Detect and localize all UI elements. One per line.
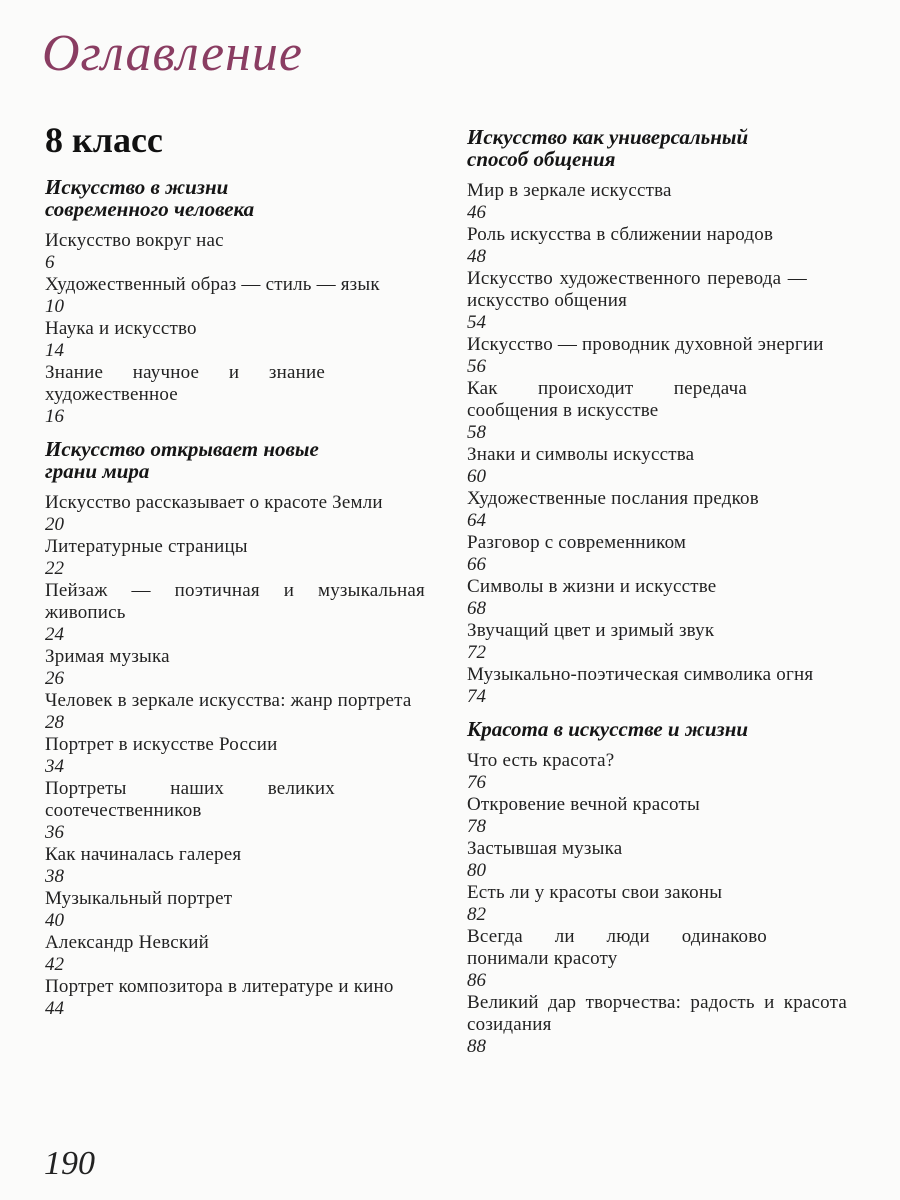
toc-entry-page: 38 xyxy=(45,866,64,887)
toc-entry[interactable] xyxy=(45,778,425,844)
toc-entry-title: Искусство рассказывает о красоте Земли xyxy=(45,492,383,513)
toc-entry-page: 68 xyxy=(467,598,486,619)
toc-entry-page: 36 xyxy=(45,822,64,843)
toc-entry-page: 56 xyxy=(467,356,486,377)
toc-entry-title: Как начиналась галерея xyxy=(45,844,242,865)
toc-entry-title: Откровение вечной красоты xyxy=(467,794,700,815)
toc-entry-title: Зримая музыка xyxy=(45,646,170,667)
toc-entry[interactable] xyxy=(45,888,425,932)
toc-entry[interactable] xyxy=(45,734,425,778)
toc-entry-page: 6 xyxy=(45,252,55,273)
toc-entry[interactable] xyxy=(45,362,425,428)
toc-entry-page: 20 xyxy=(45,514,64,535)
toc-entry-title: Портрет в искусстве России xyxy=(45,734,278,755)
toc-entry[interactable] xyxy=(467,750,847,794)
toc-entry-title: Звучащий цвет и зримый звук xyxy=(467,620,715,641)
page-number: 190 xyxy=(44,1145,95,1182)
toc-entry[interactable] xyxy=(467,334,847,378)
toc-entry-page: 40 xyxy=(45,910,64,931)
toc-entry-title: Художественный образ — стиль — язык xyxy=(45,274,380,295)
toc-entry[interactable] xyxy=(45,844,425,888)
toc-entry-title: Знание научное и знание художественное xyxy=(45,362,325,405)
toc-entry-title: Портрет композитора в литературе и кино xyxy=(45,976,394,997)
toc-entry-page: 82 xyxy=(467,904,486,925)
toc-entry-page: 74 xyxy=(467,686,486,707)
toc-entry[interactable] xyxy=(467,664,847,708)
toc-entry-title: Застывшая музыка xyxy=(467,838,623,859)
toc-entry[interactable] xyxy=(467,576,847,620)
toc-entry-page: 80 xyxy=(467,860,486,881)
toc-entry-title: Всегда ли люди одинаково понимали красоту xyxy=(467,926,767,969)
toc-entry-title: Искусство — проводник духовной энергии xyxy=(467,334,824,355)
toc-entry-title: Символы в жизни и искусстве xyxy=(467,576,717,597)
toc-entry[interactable] xyxy=(467,268,847,334)
toc-entry[interactable] xyxy=(467,444,847,488)
toc-entry[interactable] xyxy=(467,620,847,664)
toc-entry[interactable] xyxy=(467,992,847,1058)
toc-entry-page: 22 xyxy=(45,558,64,579)
toc-entry-title: Искусство вокруг нас xyxy=(45,230,224,251)
toc-entry-title: Знаки и символы искусства xyxy=(467,444,695,465)
toc-entry-page: 48 xyxy=(467,246,486,267)
toc-entry-page: 54 xyxy=(467,312,486,333)
toc-entry[interactable] xyxy=(467,838,847,882)
section-heading: Искусство открывает новые грани мира xyxy=(45,437,319,483)
toc-entry-title: Великий дар творчества: радость и красота созидания xyxy=(467,992,847,1035)
toc-entry-title: Художественные послания предков xyxy=(467,488,759,509)
toc-entry-page: 64 xyxy=(467,510,486,531)
toc-entry-title: Наука и искусство xyxy=(45,318,197,339)
toc-entry[interactable] xyxy=(467,926,847,992)
toc-entry[interactable] xyxy=(467,532,847,576)
toc-entry-page: 10 xyxy=(45,296,64,317)
toc-entry-page: 46 xyxy=(467,202,486,223)
toc-entry[interactable] xyxy=(45,580,425,646)
toc-entry[interactable] xyxy=(45,318,425,362)
toc-entry[interactable] xyxy=(45,230,425,274)
toc-entry-title: Музыкальный портрет xyxy=(45,888,233,909)
grade-heading: 8 класс xyxy=(45,120,163,160)
toc-entry-page: 42 xyxy=(45,954,64,975)
toc-entry-title: Литературные страницы xyxy=(45,536,248,557)
section-heading: Искусство как универсальный способ общения xyxy=(467,125,749,171)
toc-entry-title: Искусство художественного перевода — искусство общения xyxy=(467,268,807,311)
toc-entry[interactable] xyxy=(467,180,847,224)
toc-entry[interactable] xyxy=(45,932,425,976)
toc-entry-page: 88 xyxy=(467,1036,486,1057)
toc-entry-title: Есть ли у красоты свои законы xyxy=(467,882,723,903)
toc-entry-title: Разговор с современником xyxy=(467,532,687,553)
toc-entry[interactable] xyxy=(45,492,425,536)
toc-entry-page: 58 xyxy=(467,422,486,443)
toc-entry-page: 78 xyxy=(467,816,486,837)
toc-entry[interactable] xyxy=(467,488,847,532)
toc-entry-title: Роль искусства в сближении народов xyxy=(467,224,774,245)
toc-entry-title: Как происходит передача сообщения в искусстве xyxy=(467,378,747,421)
toc-entry[interactable] xyxy=(467,378,847,444)
toc-entry[interactable] xyxy=(45,536,425,580)
toc-entry-title: Человек в зеркале искусства: жанр портрета xyxy=(45,690,412,711)
toc-entry-title: Мир в зеркале искусства xyxy=(467,180,672,201)
toc-entry-title: Пейзаж — поэтичная и музыкальная живопись xyxy=(45,580,425,623)
toc-left-column xyxy=(45,120,425,1020)
toc-entry-title: Музыкально-поэтическая символика огня xyxy=(467,664,814,685)
toc-entry-title: Александр Невский xyxy=(45,932,209,953)
toc-entry-page: 66 xyxy=(467,554,486,575)
toc-entry[interactable] xyxy=(45,274,425,318)
toc-entry-title: Портреты наших великих соотечественников xyxy=(45,778,335,821)
toc-entry[interactable] xyxy=(45,690,425,734)
section-heading: Красота в искусстве и жизни xyxy=(467,717,749,741)
toc-entry-page: 86 xyxy=(467,970,486,991)
toc-entry-page: 26 xyxy=(45,668,64,689)
toc-entry-page: 14 xyxy=(45,340,64,361)
toc-entry-page: 34 xyxy=(45,756,64,777)
toc-entry[interactable] xyxy=(467,224,847,268)
toc-entry-page: 76 xyxy=(467,772,486,793)
toc-entry[interactable] xyxy=(467,882,847,926)
toc-entry-page: 16 xyxy=(45,406,64,427)
toc-entry-page: 28 xyxy=(45,712,64,733)
page-title: Оглавление xyxy=(42,25,303,82)
section-heading: Искусство в жизни современного человека xyxy=(45,175,255,221)
toc-entry[interactable] xyxy=(45,646,425,690)
toc-entry-page: 72 xyxy=(467,642,486,663)
toc-entry-title: Что есть красота? xyxy=(467,750,615,771)
toc-right-column xyxy=(467,126,847,1058)
toc-entry-page: 44 xyxy=(45,998,64,1019)
toc-entry-page: 60 xyxy=(467,466,486,487)
toc-entry[interactable] xyxy=(467,794,847,838)
toc-entry[interactable] xyxy=(45,976,425,1020)
toc-entry-page: 24 xyxy=(45,624,64,645)
